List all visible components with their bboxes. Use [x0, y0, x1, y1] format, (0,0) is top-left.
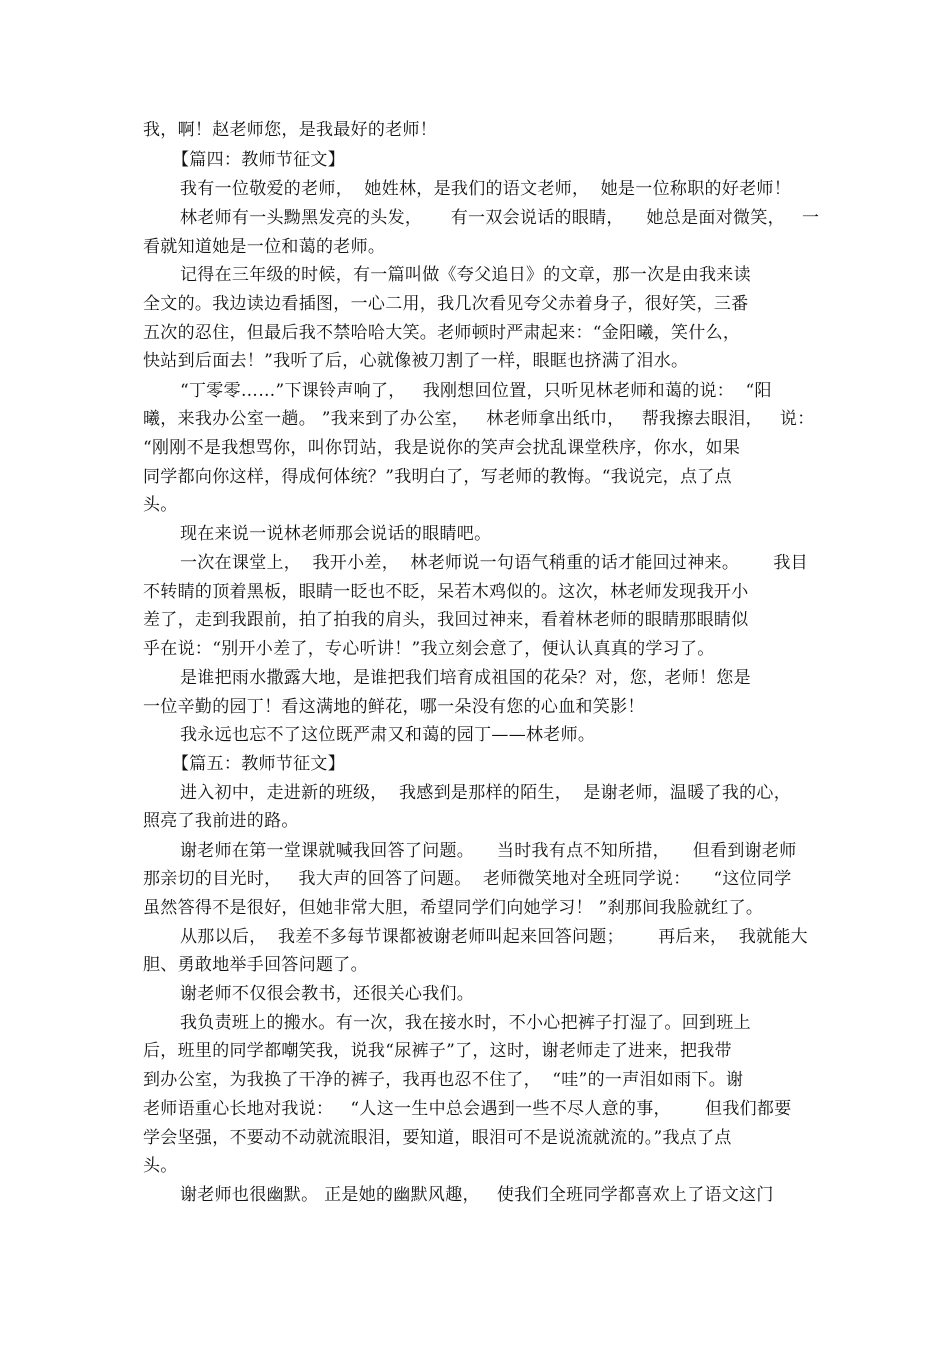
text-line: 后，班里的同学都嘲笑我，说我“尿裤子”了，这时，谢老师走了进来，把我带	[143, 1041, 732, 1061]
text-line: “丁零零……”下课铃声响了， 我刚想回位置，只听见林老师和蔼的说： “阳	[180, 381, 772, 401]
section-heading: 【篇四：教师节征文】	[172, 150, 345, 170]
text-line: 五次的忍住，但最后我不禁哈哈大笑。老师顿时严肃起来：“金阳曦，笑什么，	[143, 323, 741, 343]
text-line: 乎在说：“别开小差了，专心听讲！”我立刻会意了，便认认真真的学习了。	[143, 639, 715, 659]
section-heading: 【篇五：教师节征文】	[172, 754, 345, 774]
text-line: 头。	[143, 1156, 178, 1176]
text-line: 学会坚强，不要动不动就流眼泪，要知道，眼泪可不是说流就流的。”我点了点	[143, 1128, 732, 1148]
text-line: 我永远也忘不了这位既严肃又和蔼的园丁——林老师。	[180, 725, 596, 745]
text-line: 谢老师不仅很会教书，还很关心我们。	[180, 984, 475, 1004]
text-line: 老师语重心长地对我说： “人这一生中总会遇到一些不尽人意的事， 但我们都要	[143, 1099, 792, 1119]
text-line: 谢老师也很幽默。 正是她的幽默风趣， 使我们全班同学都喜欢上了语文这门	[180, 1185, 774, 1205]
text-line: 看就知道她是一位和蔼的老师。	[143, 237, 386, 257]
text-line: 进入初中，走进新的班级， 我感到是那样的陌生， 是谢老师，温暖了我的心，	[180, 783, 792, 803]
text-line: 到办公室，为我换了干净的裤子，我再也忍不住了， “哇”的一声泪如雨下。谢	[143, 1070, 744, 1090]
text-line: 我有一位敬爱的老师， 她姓林，是我们的语文老师， 她是一位称职的好老师！	[180, 179, 792, 199]
text-line: 一次在课堂上， 我开小差， 林老师说一句语气稍重的话才能回过神来。 我目	[180, 553, 808, 573]
text-line: 不转睛的顶着黑板，眼睛一眨也不眨，呆若木鸡似的。这次，林老师发现我开小	[143, 582, 749, 602]
text-line: 全文的。我边读边看插图，一心二用，我几次看见夸父赤着身子，很好笑，三番	[143, 294, 749, 314]
text-line: 照亮了我前进的路。	[143, 811, 299, 831]
text-line: 快站到后面去！”我听了后，心就像被刀割了一样，眼眶也挤满了泪水。	[143, 351, 689, 371]
text-line: 那亲切的目光时， 我大声的回答了问题。 老师微笑地对全班同学说： “这位同学	[143, 869, 792, 889]
text-line: “刚刚不是我想骂你，叫你罚站，我是说你的笑声会扰乱课堂秩序，你水，如果	[143, 438, 741, 458]
text-line: 是谁把雨水撒露大地，是谁把我们培育成祖国的花朵？对，您，老师！您是	[180, 668, 751, 688]
text-line: 同学都向你这样，得成何体统？”我明白了，写老师的教悔。“我说完，点了点	[143, 467, 732, 487]
text-line: 一位辛勤的园丁！看这满地的鲜花，哪一朵没有您的心血和笑影！	[143, 697, 645, 717]
text-line: 从那以后， 我差不多每节课都被谢老师叫起来回答问题； 再后来， 我就能大	[180, 927, 808, 947]
text-line: 我负责班上的搬水。有一次，我在接水时，不小心把裤子打湿了。回到班上	[180, 1013, 751, 1033]
text-line: 林老师有一头黝黑发亮的头发， 有一双会说话的眼睛， 她总是面对微笑， 一	[180, 208, 820, 228]
text-line: 现在来说一说林老师那会说话的眼睛吧。	[180, 524, 492, 544]
text-line: 虽然答得不是很好，但她非常大胆，希望同学们向她学习！ ”刹那间我脸就红了。	[143, 898, 764, 918]
text-line: 曦，来我办公室一趟。 ”我来到了办公室， 林老师拿出纸巾， 帮我擦去眼泪， 说：	[143, 409, 815, 429]
text-line: 胆、勇敢地举手回答问题了。	[143, 955, 368, 975]
text-line: 记得在三年级的时候，有一篇叫做《夸父追日》的文章，那一次是由我来读	[180, 265, 751, 285]
text-line: 差了，走到我跟前，拍了拍我的肩头，我回过神来，看着林老师的眼睛那眼睛似	[143, 610, 749, 630]
text-line: 头。	[143, 495, 178, 515]
text-line: 谢老师在第一堂课就喊我回答了问题。 当时我有点不知所措， 但看到谢老师	[180, 841, 797, 861]
text-line: 我，啊！赵老师您，是我最好的老师！	[143, 120, 438, 140]
